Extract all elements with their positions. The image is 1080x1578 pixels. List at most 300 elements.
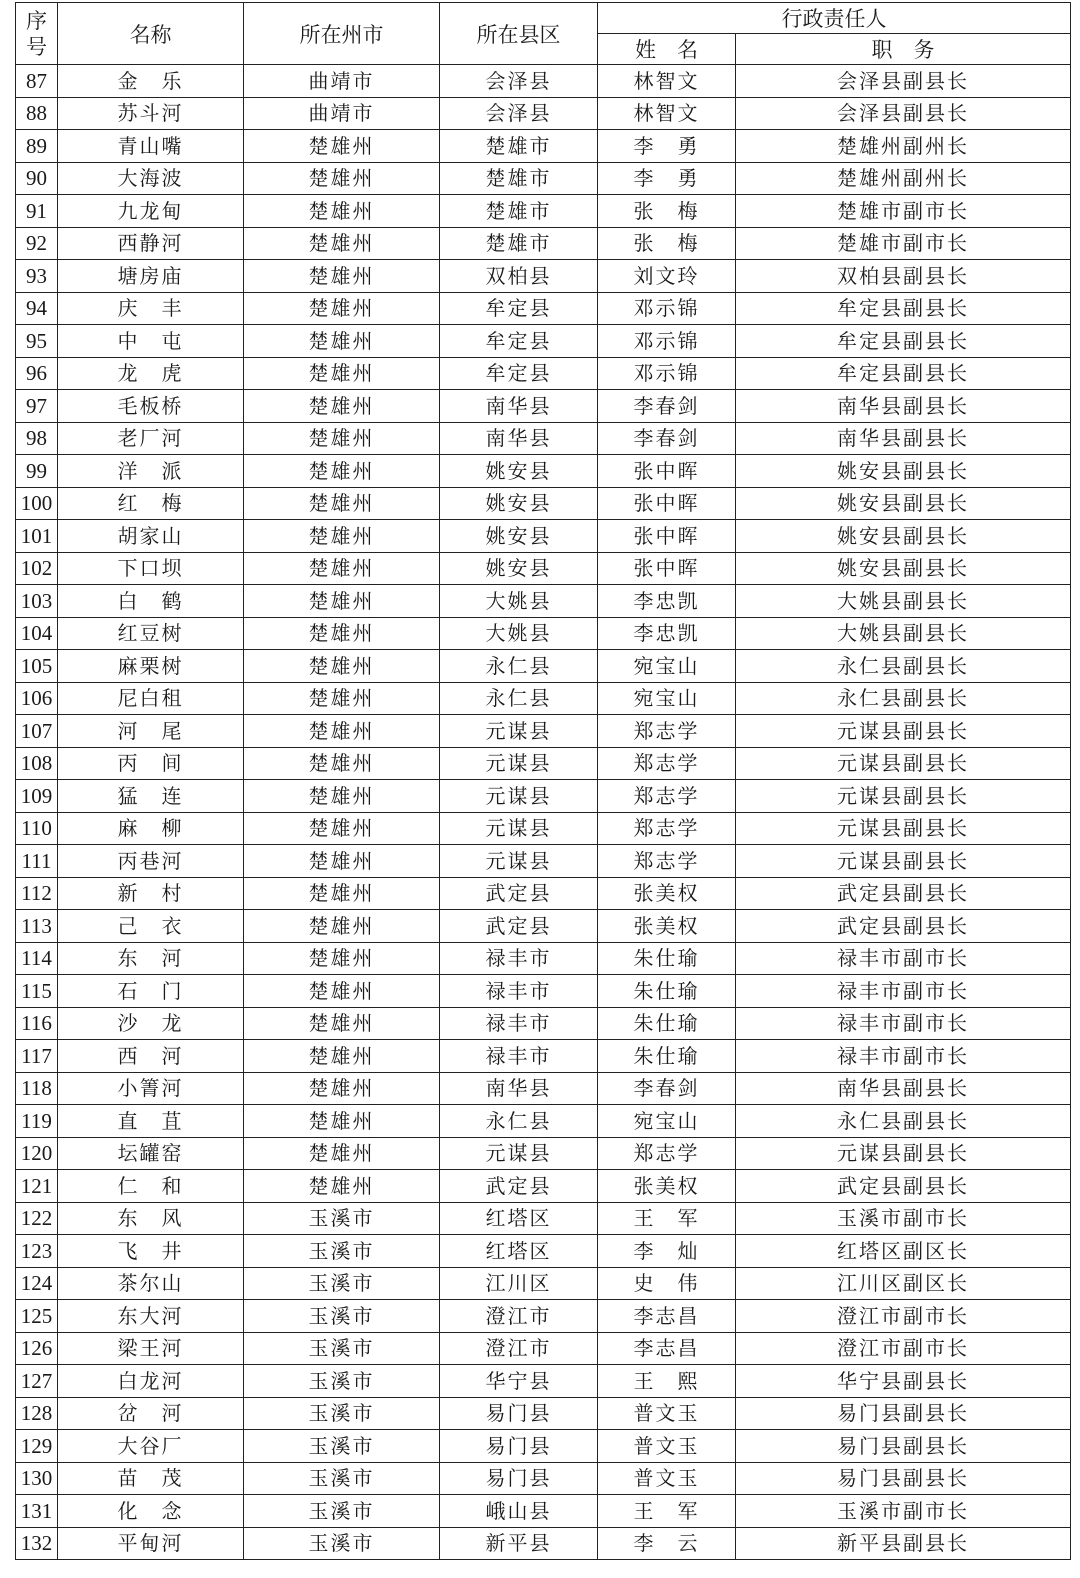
row-city: 楚雄州 xyxy=(244,227,440,260)
row-person-name: 王 军 xyxy=(598,1495,736,1528)
row-position: 澄江市副市长 xyxy=(736,1300,1071,1333)
row-position: 会泽县副县长 xyxy=(736,65,1071,98)
row-seq: 124 xyxy=(16,1267,58,1300)
row-reservoir-name: 白龙河 xyxy=(58,1365,244,1398)
row-seq: 119 xyxy=(16,1105,58,1138)
row-reservoir-name: 庆 丰 xyxy=(58,292,244,325)
row-person-name: 林智文 xyxy=(598,97,736,130)
row-county: 姚安县 xyxy=(440,552,598,585)
row-reservoir-name: 红豆树 xyxy=(58,617,244,650)
row-county: 牟定县 xyxy=(440,357,598,390)
row-city: 曲靖市 xyxy=(244,65,440,98)
row-person-name: 普文玉 xyxy=(598,1430,736,1463)
row-position: 大姚县副县长 xyxy=(736,617,1071,650)
table-row xyxy=(16,682,1071,715)
row-seq: 120 xyxy=(16,1137,58,1170)
row-county: 元谋县 xyxy=(440,1137,598,1170)
row-reservoir-name: 洋 派 xyxy=(58,455,244,488)
row-seq: 121 xyxy=(16,1170,58,1203)
row-person-name: 郑志学 xyxy=(598,1137,736,1170)
table-row xyxy=(16,1397,1071,1430)
row-position: 武定县副县长 xyxy=(736,877,1071,910)
row-city: 楚雄州 xyxy=(244,747,440,780)
row-seq: 89 xyxy=(16,130,58,163)
row-position: 元谋县副县长 xyxy=(736,780,1071,813)
row-county: 双柏县 xyxy=(440,260,598,293)
row-person-name: 宛宝山 xyxy=(598,682,736,715)
row-person-name: 张美权 xyxy=(598,877,736,910)
table-row xyxy=(16,1365,1071,1398)
row-position: 姚安县副县长 xyxy=(736,552,1071,585)
row-position: 永仁县副县长 xyxy=(736,682,1071,715)
row-city: 楚雄州 xyxy=(244,1007,440,1040)
row-county: 元谋县 xyxy=(440,845,598,878)
row-reservoir-name: 己 衣 xyxy=(58,910,244,943)
row-position: 楚雄市副市长 xyxy=(736,195,1071,228)
row-county: 姚安县 xyxy=(440,455,598,488)
row-person-name: 李春剑 xyxy=(598,1072,736,1105)
table-row xyxy=(16,195,1071,228)
responsibility-table xyxy=(15,2,1071,1560)
row-position: 华宁县副县长 xyxy=(736,1365,1071,1398)
row-person-name: 王 军 xyxy=(598,1202,736,1235)
table-row xyxy=(16,422,1071,455)
header-name: 名称 xyxy=(58,3,244,65)
table-row xyxy=(16,390,1071,423)
row-city: 楚雄州 xyxy=(244,260,440,293)
table-row xyxy=(16,162,1071,195)
row-position: 禄丰市副市长 xyxy=(736,942,1071,975)
row-seq: 117 xyxy=(16,1040,58,1073)
row-seq: 100 xyxy=(16,487,58,520)
header-person-name: 姓 名 xyxy=(598,34,736,65)
row-county: 易门县 xyxy=(440,1430,598,1463)
row-position: 会泽县副县长 xyxy=(736,97,1071,130)
row-city: 楚雄州 xyxy=(244,975,440,1008)
row-person-name: 宛宝山 xyxy=(598,650,736,683)
table-row xyxy=(16,1072,1071,1105)
row-seq: 111 xyxy=(16,845,58,878)
table-row xyxy=(16,292,1071,325)
row-seq: 125 xyxy=(16,1300,58,1333)
row-city: 楚雄州 xyxy=(244,682,440,715)
row-person-name: 邓示锦 xyxy=(598,292,736,325)
table-row xyxy=(16,1202,1071,1235)
row-position: 姚安县副县长 xyxy=(736,487,1071,520)
row-person-name: 张 梅 xyxy=(598,195,736,228)
row-reservoir-name: 白 鹤 xyxy=(58,585,244,618)
row-city: 玉溪市 xyxy=(244,1300,440,1333)
row-county: 大姚县 xyxy=(440,617,598,650)
table-row xyxy=(16,325,1071,358)
row-city: 楚雄州 xyxy=(244,942,440,975)
row-reservoir-name: 尼白租 xyxy=(58,682,244,715)
row-county: 禄丰市 xyxy=(440,975,598,1008)
row-person-name: 李 灿 xyxy=(598,1235,736,1268)
row-position: 牟定县副县长 xyxy=(736,357,1071,390)
table-row xyxy=(16,1462,1071,1495)
row-seq: 118 xyxy=(16,1072,58,1105)
row-city: 楚雄州 xyxy=(244,877,440,910)
row-reservoir-name: 红 梅 xyxy=(58,487,244,520)
row-reservoir-name: 下口坝 xyxy=(58,552,244,585)
row-person-name: 朱仕瑜 xyxy=(598,1040,736,1073)
row-person-name: 普文玉 xyxy=(598,1397,736,1430)
row-city: 楚雄州 xyxy=(244,552,440,585)
row-seq: 98 xyxy=(16,422,58,455)
table-row xyxy=(16,1495,1071,1528)
row-reservoir-name: 东 风 xyxy=(58,1202,244,1235)
header-county: 所在县区 xyxy=(440,3,598,65)
row-person-name: 朱仕瑜 xyxy=(598,942,736,975)
header-position: 职 务 xyxy=(736,34,1071,65)
row-city: 楚雄州 xyxy=(244,1137,440,1170)
row-seq: 115 xyxy=(16,975,58,1008)
row-position: 玉溪市副市长 xyxy=(736,1495,1071,1528)
row-city: 楚雄州 xyxy=(244,812,440,845)
row-reservoir-name: 塘房庙 xyxy=(58,260,244,293)
row-reservoir-name: 东大河 xyxy=(58,1300,244,1333)
row-position: 江川区副区长 xyxy=(736,1267,1071,1300)
row-reservoir-name: 东 河 xyxy=(58,942,244,975)
row-position: 易门县副县长 xyxy=(736,1462,1071,1495)
row-county: 禄丰市 xyxy=(440,1040,598,1073)
row-county: 禄丰市 xyxy=(440,1007,598,1040)
header-responsible: 行政责任人 xyxy=(598,3,1071,34)
row-reservoir-name: 苗 茂 xyxy=(58,1462,244,1495)
table-row xyxy=(16,812,1071,845)
table-body xyxy=(16,65,1071,1560)
row-reservoir-name: 猛 连 xyxy=(58,780,244,813)
row-position: 楚雄州副州长 xyxy=(736,130,1071,163)
row-reservoir-name: 老厂河 xyxy=(58,422,244,455)
row-county: 楚雄市 xyxy=(440,227,598,260)
row-reservoir-name: 丙 间 xyxy=(58,747,244,780)
row-reservoir-name: 苏斗河 xyxy=(58,97,244,130)
table-row xyxy=(16,650,1071,683)
row-seq: 102 xyxy=(16,552,58,585)
table-row xyxy=(16,1007,1071,1040)
row-county: 楚雄市 xyxy=(440,130,598,163)
row-county: 红塔区 xyxy=(440,1235,598,1268)
row-county: 元谋县 xyxy=(440,715,598,748)
row-county: 大姚县 xyxy=(440,585,598,618)
row-reservoir-name: 直 苴 xyxy=(58,1105,244,1138)
row-seq: 92 xyxy=(16,227,58,260)
row-position: 玉溪市副市长 xyxy=(736,1202,1071,1235)
row-seq: 109 xyxy=(16,780,58,813)
row-position: 南华县副县长 xyxy=(736,1072,1071,1105)
table-row xyxy=(16,130,1071,163)
row-reservoir-name: 化 念 xyxy=(58,1495,244,1528)
row-city: 玉溪市 xyxy=(244,1430,440,1463)
row-position: 澄江市副市长 xyxy=(736,1332,1071,1365)
header-seq-line2: 号 xyxy=(26,34,47,59)
row-city: 玉溪市 xyxy=(244,1462,440,1495)
row-position: 禄丰市副市长 xyxy=(736,1040,1071,1073)
row-county: 南华县 xyxy=(440,390,598,423)
row-position: 姚安县副县长 xyxy=(736,455,1071,488)
row-person-name: 张中晖 xyxy=(598,520,736,553)
row-position: 禄丰市副市长 xyxy=(736,975,1071,1008)
row-county: 新平县 xyxy=(440,1527,598,1560)
row-seq: 113 xyxy=(16,910,58,943)
row-city: 玉溪市 xyxy=(244,1332,440,1365)
row-seq: 129 xyxy=(16,1430,58,1463)
row-person-name: 李忠凯 xyxy=(598,617,736,650)
row-person-name: 张美权 xyxy=(598,1170,736,1203)
table-row xyxy=(16,617,1071,650)
row-county: 元谋县 xyxy=(440,747,598,780)
row-city: 玉溪市 xyxy=(244,1235,440,1268)
row-seq: 95 xyxy=(16,325,58,358)
row-county: 楚雄市 xyxy=(440,195,598,228)
row-position: 楚雄州副州长 xyxy=(736,162,1071,195)
table-row xyxy=(16,877,1071,910)
row-person-name: 郑志学 xyxy=(598,780,736,813)
row-person-name: 史 伟 xyxy=(598,1267,736,1300)
table-row xyxy=(16,1430,1071,1463)
row-position: 武定县副县长 xyxy=(736,1170,1071,1203)
row-seq: 110 xyxy=(16,812,58,845)
row-seq: 126 xyxy=(16,1332,58,1365)
row-seq: 101 xyxy=(16,520,58,553)
row-reservoir-name: 西静河 xyxy=(58,227,244,260)
row-seq: 94 xyxy=(16,292,58,325)
table-row xyxy=(16,520,1071,553)
row-position: 永仁县副县长 xyxy=(736,650,1071,683)
row-seq: 123 xyxy=(16,1235,58,1268)
table-row xyxy=(16,845,1071,878)
row-position: 红塔区副区长 xyxy=(736,1235,1071,1268)
row-reservoir-name: 大谷厂 xyxy=(58,1430,244,1463)
row-seq: 131 xyxy=(16,1495,58,1528)
row-county: 南华县 xyxy=(440,422,598,455)
row-reservoir-name: 毛板桥 xyxy=(58,390,244,423)
table-row xyxy=(16,1300,1071,1333)
row-county: 峨山县 xyxy=(440,1495,598,1528)
table-row xyxy=(16,747,1071,780)
row-person-name: 林智文 xyxy=(598,65,736,98)
row-person-name: 郑志学 xyxy=(598,812,736,845)
row-position: 元谋县副县长 xyxy=(736,1137,1071,1170)
row-county: 会泽县 xyxy=(440,97,598,130)
table-row xyxy=(16,455,1071,488)
header-city: 所在州市 xyxy=(244,3,440,65)
row-county: 永仁县 xyxy=(440,1105,598,1138)
row-city: 楚雄州 xyxy=(244,455,440,488)
row-reservoir-name: 丙巷河 xyxy=(58,845,244,878)
row-position: 双柏县副县长 xyxy=(736,260,1071,293)
row-county: 姚安县 xyxy=(440,487,598,520)
row-seq: 88 xyxy=(16,97,58,130)
row-county: 武定县 xyxy=(440,877,598,910)
row-person-name: 王 熙 xyxy=(598,1365,736,1398)
row-county: 禄丰市 xyxy=(440,942,598,975)
row-person-name: 郑志学 xyxy=(598,845,736,878)
row-reservoir-name: 沙 龙 xyxy=(58,1007,244,1040)
row-person-name: 李春剑 xyxy=(598,422,736,455)
row-county: 易门县 xyxy=(440,1397,598,1430)
row-reservoir-name: 茶尔山 xyxy=(58,1267,244,1300)
row-reservoir-name: 飞 井 xyxy=(58,1235,244,1268)
row-person-name: 张美权 xyxy=(598,910,736,943)
row-county: 会泽县 xyxy=(440,65,598,98)
row-person-name: 李志昌 xyxy=(598,1332,736,1365)
row-city: 楚雄州 xyxy=(244,422,440,455)
table-row xyxy=(16,1527,1071,1560)
table-row xyxy=(16,65,1071,98)
row-person-name: 刘文玲 xyxy=(598,260,736,293)
row-city: 楚雄州 xyxy=(244,195,440,228)
row-person-name: 张中晖 xyxy=(598,487,736,520)
row-seq: 99 xyxy=(16,455,58,488)
row-city: 玉溪市 xyxy=(244,1397,440,1430)
row-city: 楚雄州 xyxy=(244,650,440,683)
row-reservoir-name: 九龙甸 xyxy=(58,195,244,228)
table-row xyxy=(16,942,1071,975)
row-city: 楚雄州 xyxy=(244,520,440,553)
row-person-name: 郑志学 xyxy=(598,747,736,780)
row-city: 曲靖市 xyxy=(244,97,440,130)
row-city: 楚雄州 xyxy=(244,585,440,618)
row-reservoir-name: 平甸河 xyxy=(58,1527,244,1560)
row-seq: 106 xyxy=(16,682,58,715)
table-row xyxy=(16,227,1071,260)
row-reservoir-name: 金 乐 xyxy=(58,65,244,98)
table-row xyxy=(16,910,1071,943)
row-person-name: 邓示锦 xyxy=(598,357,736,390)
row-reservoir-name: 西 河 xyxy=(58,1040,244,1073)
row-county: 武定县 xyxy=(440,910,598,943)
row-person-name: 邓示锦 xyxy=(598,325,736,358)
row-person-name: 朱仕瑜 xyxy=(598,1007,736,1040)
row-seq: 107 xyxy=(16,715,58,748)
row-reservoir-name: 坛罐窑 xyxy=(58,1137,244,1170)
row-county: 元谋县 xyxy=(440,812,598,845)
row-reservoir-name: 中 屯 xyxy=(58,325,244,358)
table-row xyxy=(16,715,1071,748)
row-seq: 130 xyxy=(16,1462,58,1495)
row-position: 牟定县副县长 xyxy=(736,325,1071,358)
row-city: 楚雄州 xyxy=(244,845,440,878)
table-row xyxy=(16,1137,1071,1170)
row-person-name: 宛宝山 xyxy=(598,1105,736,1138)
row-county: 南华县 xyxy=(440,1072,598,1105)
row-position: 元谋县副县长 xyxy=(736,812,1071,845)
row-seq: 114 xyxy=(16,942,58,975)
table-row xyxy=(16,1170,1071,1203)
row-person-name: 李志昌 xyxy=(598,1300,736,1333)
row-reservoir-name: 小箐河 xyxy=(58,1072,244,1105)
row-position: 武定县副县长 xyxy=(736,910,1071,943)
row-city: 楚雄州 xyxy=(244,130,440,163)
row-county: 姚安县 xyxy=(440,520,598,553)
row-city: 玉溪市 xyxy=(244,1267,440,1300)
row-city: 楚雄州 xyxy=(244,617,440,650)
row-position: 大姚县副县长 xyxy=(736,585,1071,618)
row-reservoir-name: 青山嘴 xyxy=(58,130,244,163)
row-city: 楚雄州 xyxy=(244,715,440,748)
row-reservoir-name: 仁 和 xyxy=(58,1170,244,1203)
row-position: 易门县副县长 xyxy=(736,1397,1071,1430)
table-row xyxy=(16,260,1071,293)
row-city: 玉溪市 xyxy=(244,1527,440,1560)
row-position: 南华县副县长 xyxy=(736,422,1071,455)
row-person-name: 朱仕瑜 xyxy=(598,975,736,1008)
row-seq: 132 xyxy=(16,1527,58,1560)
row-person-name: 郑志学 xyxy=(598,715,736,748)
row-reservoir-name: 大海波 xyxy=(58,162,244,195)
row-seq: 112 xyxy=(16,877,58,910)
row-city: 楚雄州 xyxy=(244,1170,440,1203)
row-city: 楚雄州 xyxy=(244,325,440,358)
row-city: 楚雄州 xyxy=(244,487,440,520)
row-county: 红塔区 xyxy=(440,1202,598,1235)
row-position: 楚雄市副市长 xyxy=(736,227,1071,260)
row-position: 牟定县副县长 xyxy=(736,292,1071,325)
row-seq: 91 xyxy=(16,195,58,228)
table-row xyxy=(16,1040,1071,1073)
row-county: 澄江市 xyxy=(440,1300,598,1333)
row-county: 元谋县 xyxy=(440,780,598,813)
row-position: 永仁县副县长 xyxy=(736,1105,1071,1138)
row-city: 楚雄州 xyxy=(244,780,440,813)
row-seq: 116 xyxy=(16,1007,58,1040)
row-reservoir-name: 石 门 xyxy=(58,975,244,1008)
row-county: 牟定县 xyxy=(440,325,598,358)
row-person-name: 张 梅 xyxy=(598,227,736,260)
table-row xyxy=(16,1267,1071,1300)
row-reservoir-name: 麻 柳 xyxy=(58,812,244,845)
row-county: 武定县 xyxy=(440,1170,598,1203)
table-row xyxy=(16,552,1071,585)
row-reservoir-name: 麻栗树 xyxy=(58,650,244,683)
row-city: 楚雄州 xyxy=(244,910,440,943)
row-person-name: 李春剑 xyxy=(598,390,736,423)
row-county: 华宁县 xyxy=(440,1365,598,1398)
row-person-name: 李忠凯 xyxy=(598,585,736,618)
row-person-name: 张中晖 xyxy=(598,552,736,585)
row-person-name: 张中晖 xyxy=(598,455,736,488)
table-row xyxy=(16,975,1071,1008)
row-county: 澄江市 xyxy=(440,1332,598,1365)
row-seq: 127 xyxy=(16,1365,58,1398)
row-reservoir-name: 新 村 xyxy=(58,877,244,910)
row-person-name: 李 勇 xyxy=(598,162,736,195)
row-seq: 122 xyxy=(16,1202,58,1235)
table-row xyxy=(16,1235,1071,1268)
row-reservoir-name: 龙 虎 xyxy=(58,357,244,390)
row-seq: 128 xyxy=(16,1397,58,1430)
table-row xyxy=(16,1105,1071,1138)
row-city: 玉溪市 xyxy=(244,1365,440,1398)
row-seq: 105 xyxy=(16,650,58,683)
row-position: 南华县副县长 xyxy=(736,390,1071,423)
table-row xyxy=(16,97,1071,130)
row-position: 元谋县副县长 xyxy=(736,845,1071,878)
row-city: 楚雄州 xyxy=(244,390,440,423)
row-seq: 87 xyxy=(16,65,58,98)
row-city: 玉溪市 xyxy=(244,1202,440,1235)
row-city: 玉溪市 xyxy=(244,1495,440,1528)
row-county: 永仁县 xyxy=(440,650,598,683)
row-county: 江川区 xyxy=(440,1267,598,1300)
row-county: 楚雄市 xyxy=(440,162,598,195)
row-county: 永仁县 xyxy=(440,682,598,715)
row-reservoir-name: 河 尾 xyxy=(58,715,244,748)
row-seq: 96 xyxy=(16,357,58,390)
